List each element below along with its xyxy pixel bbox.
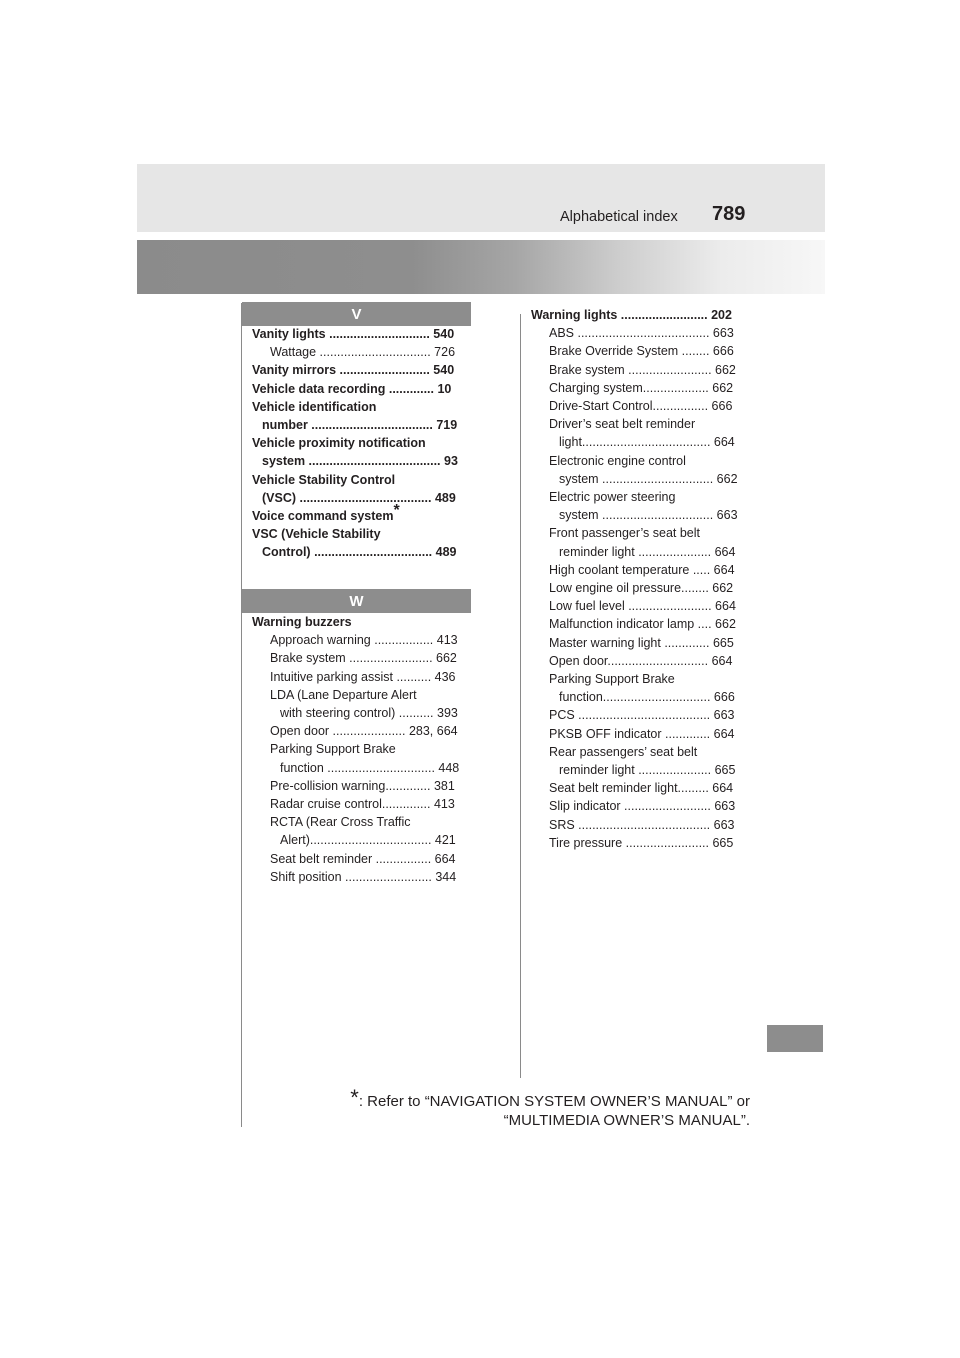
index-entry-text: Drive-Start Control................ 666 (549, 399, 733, 414)
index-entry (252, 613, 459, 631)
index-entry-text: Electronic engine control (549, 453, 686, 468)
index-entry (252, 416, 458, 434)
index-entry (252, 777, 459, 795)
index-entry-text: number ................................... 719 (262, 418, 458, 433)
index-entry-text: Parking Support Brake (270, 742, 396, 757)
index-entry (531, 324, 738, 342)
index-entry-text: Slip indicator ......................... 663 (549, 799, 736, 814)
index-entry-text: with steering control) .......... 393 (280, 706, 458, 721)
index-entry-text: function............................... 666 (559, 690, 735, 705)
index-entry (531, 615, 738, 633)
index-entry (531, 524, 738, 542)
index-entry-text: Brake system ........................ 662 (549, 362, 736, 377)
index-entry (531, 743, 738, 761)
index-entry (531, 688, 738, 706)
index-entry-text: reminder light ..................... 665 (559, 763, 736, 778)
index-entry (252, 471, 458, 489)
index-entry (252, 631, 459, 649)
index-entry (531, 433, 738, 451)
index-entry (252, 704, 459, 722)
index-entry-text: (VSC) ...................................... 489 (262, 490, 456, 505)
index-entry-text: light..................................... 664 (559, 435, 735, 450)
index-entry (252, 361, 458, 379)
index-entry (252, 686, 459, 704)
index-entry (531, 379, 738, 397)
index-entry (252, 452, 458, 470)
index-entry (252, 398, 458, 416)
index-entry-text: system ................................ 663 (559, 508, 738, 523)
page-number: 789 (712, 203, 746, 225)
index-entry-text: Open door ..................... 283, 664 (270, 724, 458, 739)
index-entry-text: Vanity mirrors .......................... 540 (252, 363, 455, 378)
index-entry (252, 722, 459, 740)
index-entry-text: PCS ...................................... 663 (549, 708, 735, 723)
index-entry (531, 761, 738, 779)
index-entry-text: SRS ...................................... 663 (549, 817, 735, 832)
section-title: Alphabetical index (560, 209, 678, 225)
index-entry (531, 361, 738, 379)
index-entry-text: reminder light ..................... 664 (559, 544, 736, 559)
index-entry (531, 415, 738, 433)
index-entry (252, 831, 459, 849)
index-entry-text: ABS ...................................... 663 (549, 326, 734, 341)
index-entry-text: Seat belt reminder light......... 664 (549, 781, 734, 796)
index-entry (531, 816, 738, 834)
index-entry (252, 740, 459, 758)
index-entry-text: Vehicle data recording ............. 10 (252, 381, 452, 396)
chapter-gradient-bar (137, 240, 825, 294)
index-entry-text: Parking Support Brake (549, 672, 675, 687)
index-entry-text: Approach warning ................. 413 (270, 633, 458, 648)
index-entry-text: Wattage ................................ 726 (270, 345, 456, 360)
footnote-marker: * (393, 502, 400, 520)
index-entry-text: Front passenger’s seat belt (549, 526, 701, 541)
index-entry-text: Vehicle identification (252, 399, 377, 414)
index-entry-text: Voice command system (252, 509, 394, 524)
left-column-rule (241, 303, 242, 1127)
index-entry (531, 779, 738, 797)
index-entry-text: Charging system................... 662 (549, 380, 734, 395)
letter-heading-v: V (242, 302, 471, 326)
index-entry-text: system ...................................... 93 (262, 454, 458, 469)
index-entry-text: Driver’s seat belt reminder (549, 417, 696, 432)
index-entry-text: Control) .................................. 489 (262, 545, 457, 560)
index-entry (531, 543, 738, 561)
index-entry-text: High coolant temperature ..... 664 (549, 562, 735, 577)
index-entry (531, 306, 738, 324)
index-entry (252, 759, 459, 777)
footnote-line-2: “MULTIMEDIA OWNER’S MANUAL”. (503, 1112, 750, 1129)
index-entry (531, 452, 738, 470)
index-entry (531, 834, 738, 852)
index-entry-text: Brake system ........................ 662 (270, 651, 457, 666)
index-entry (252, 795, 459, 813)
index-entry (531, 706, 738, 724)
footnote-star: * (350, 1085, 359, 1110)
index-entry-text: Brake Override System ........ 666 (549, 344, 734, 359)
footnote (350, 1085, 750, 1130)
index-entry (252, 868, 459, 886)
index-entry-text: system ................................ 662 (559, 471, 738, 486)
index-entry-text: RCTA (Rear Cross Traffic (270, 815, 411, 830)
index-entry (531, 506, 738, 524)
index-entry-text: LDA (Lane Departure Alert (270, 687, 417, 702)
index-entry (252, 668, 459, 686)
index-entry-text: Alert)................................... 421 (280, 833, 456, 848)
index-entry-text: Vanity lights ............................. 540 (252, 327, 455, 341)
index-entry-text: Open door............................. 664 (549, 653, 733, 668)
center-column-rule (520, 314, 521, 1078)
v-entries-list (252, 325, 458, 562)
index-entry (252, 325, 458, 343)
index-entry (252, 489, 458, 507)
index-entry (531, 652, 738, 670)
index-entry-text: Malfunction indicator lamp .... 662 (549, 617, 736, 632)
index-entry (531, 597, 738, 615)
index-entry-text: PKSB OFF indicator ............. 664 (549, 726, 735, 741)
index-entry-text: Low engine oil pressure........ 662 (549, 581, 734, 596)
index-entry-text: Vehicle proximity notification (252, 436, 426, 451)
index-entry (531, 725, 738, 743)
index-entry (252, 380, 458, 398)
index-entry-text: Seat belt reminder ................ 664 (270, 851, 456, 866)
index-entry (252, 434, 458, 452)
index-entry (252, 543, 458, 561)
index-entry (531, 670, 738, 688)
index-entry (252, 813, 459, 831)
index-entry-text: Warning lights ......................... 202 (531, 308, 732, 322)
index-entry-text: Shift position ......................... 344 (270, 869, 457, 884)
index-entry (531, 579, 738, 597)
footnote-line-1: : Refer to “NAVIGATION SYSTEM OWNER’S MANUAL” or (358, 1093, 750, 1110)
index-entry (252, 502, 458, 525)
index-entry-text: Tire pressure ........................ 665 (549, 835, 734, 850)
index-entry-text: Pre-collision warning............. 381 (270, 778, 455, 793)
index-entry (531, 797, 738, 815)
index-entry (252, 525, 458, 543)
index-entry (531, 561, 738, 579)
index-entry (252, 850, 459, 868)
index-entry (531, 342, 738, 360)
index-entry-text: Intuitive parking assist .......... 436 (270, 669, 456, 684)
letter-heading-w: W (242, 589, 471, 613)
index-entry (531, 488, 738, 506)
index-entry (252, 343, 458, 361)
index-entry-text: function ............................... 448 (280, 760, 460, 775)
index-entry-text: Rear passengers’ seat belt (549, 744, 698, 759)
index-entry-text: Radar cruise control.............. 413 (270, 797, 455, 812)
index-entry-text: Master warning light ............. 665 (549, 635, 734, 650)
index-entry-text: Vehicle Stability Control (252, 472, 396, 487)
index-entry-text: Electric power steering (549, 490, 676, 505)
w-entries-list (252, 613, 459, 886)
index-entry-text: Low fuel level ........................ 664 (549, 599, 736, 614)
index-entry (531, 470, 738, 488)
index-entry-text: Warning buzzers (252, 615, 352, 629)
index-entry (252, 649, 459, 667)
index-entry (531, 634, 738, 652)
warning-lights-list (531, 306, 738, 852)
index-entry-text: VSC (Vehicle Stability (252, 527, 381, 542)
index-thumb-tab (767, 1025, 823, 1052)
index-entry (531, 397, 738, 415)
